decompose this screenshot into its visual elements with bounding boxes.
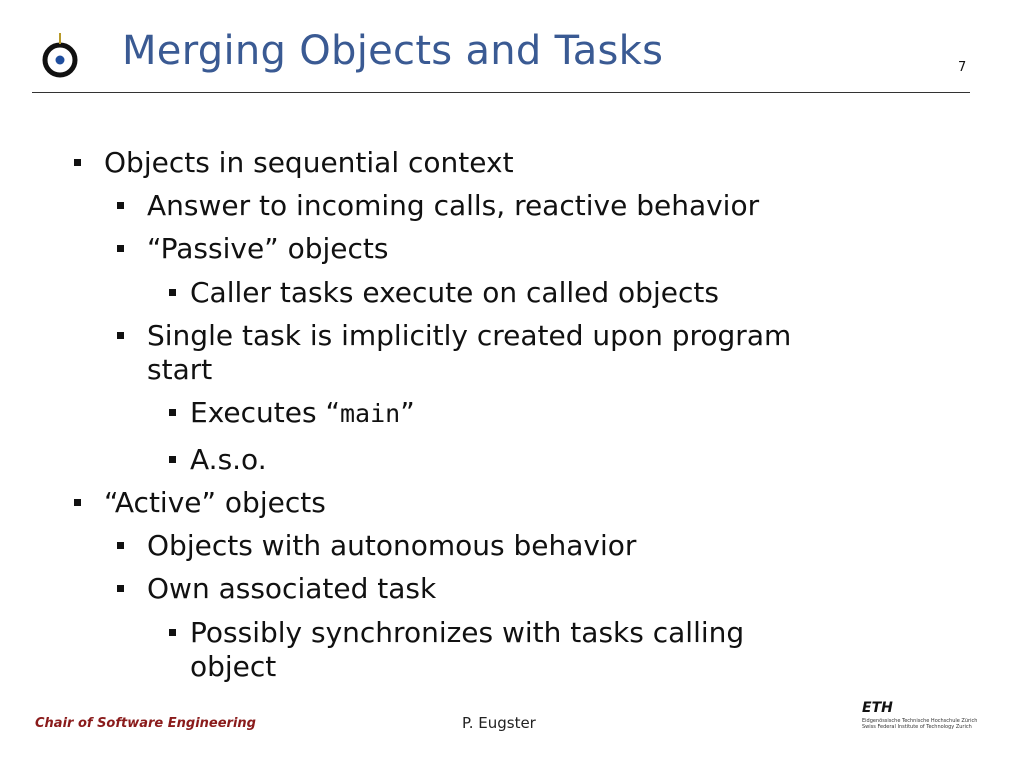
eth-logo-line1: Eidgenössische Technische Hochschule Zürich	[862, 718, 978, 724]
bullet-marker-icon	[169, 409, 176, 416]
bullet-text: Single task is implicitly created upon program	[147, 319, 792, 352]
bullet-marker-icon	[117, 542, 124, 549]
bullet-text: Objects with autonomous behavior	[147, 529, 637, 562]
bullet-item	[147, 572, 436, 606]
eth-logo	[862, 700, 978, 736]
bullet-text: “Passive” objects	[147, 232, 389, 265]
bullet-marker-icon	[117, 245, 124, 252]
bullet-item	[190, 396, 415, 431]
bullet-item	[104, 486, 326, 520]
bullet-item	[190, 443, 267, 477]
bullet-text-suffix: ”	[400, 396, 415, 429]
bullet-item	[190, 276, 719, 310]
page-number: 7	[958, 60, 967, 75]
bullet-text: Answer to incoming calls, reactive behavior	[147, 189, 760, 222]
bullet-item	[147, 529, 636, 563]
bullet-marker-icon	[169, 629, 176, 636]
bullet-text: “Active” objects	[104, 486, 326, 519]
eth-logo-subtitle	[862, 718, 977, 730]
bullet-item	[190, 616, 744, 684]
title-divider	[32, 92, 970, 93]
bullet-text: Own associated task	[147, 572, 437, 605]
bullet-marker-icon	[169, 289, 176, 296]
bullet-text: A.s.o.	[190, 443, 267, 476]
bullet-item	[104, 146, 514, 180]
bullet-marker-icon	[74, 159, 81, 166]
bullet-item	[147, 189, 759, 223]
bullet-text: Caller tasks execute on called objects	[190, 276, 719, 309]
bullet-item	[147, 232, 388, 266]
bullet-marker-icon	[117, 332, 124, 339]
slide-title: Merging Objects and Tasks	[122, 28, 664, 74]
bullet-marker-icon	[117, 585, 124, 592]
bullet-marker-icon	[117, 202, 124, 209]
footer-author: P. Eugster	[462, 714, 536, 732]
bullet-text-continued: start	[147, 353, 213, 386]
bullet-marker-icon	[74, 499, 81, 506]
footer-chair-name: Chair of Software Engineering	[35, 716, 256, 731]
bullet-item	[147, 319, 791, 387]
bullet-text: Executes “	[190, 396, 340, 429]
code-main: main	[339, 399, 401, 428]
bullet-marker-icon	[169, 456, 176, 463]
eth-logo-line2: Swiss Federal Institute of Technology Zurich	[862, 724, 972, 730]
eth-logo-word: ETH	[862, 700, 893, 716]
chair-logo-icon	[30, 30, 86, 86]
bullet-text: Possibly synchronizes with tasks calling	[190, 616, 745, 649]
bullet-text-continued: object	[190, 650, 277, 683]
bullet-text: Objects in sequential context	[104, 146, 514, 179]
